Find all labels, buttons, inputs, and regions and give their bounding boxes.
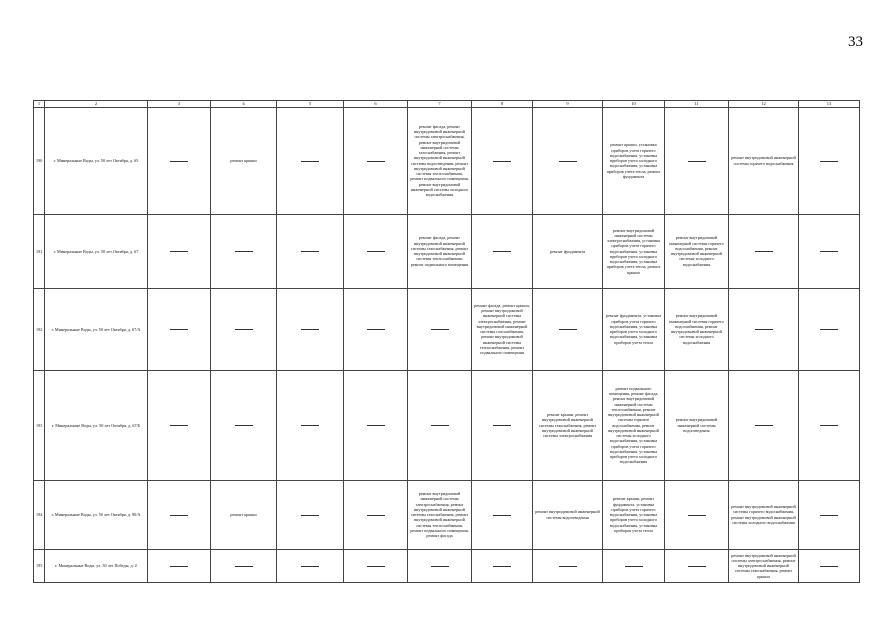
empty-dash <box>493 251 511 252</box>
empty-dash <box>367 425 385 426</box>
work-cell-col8 <box>472 549 533 582</box>
work-cell-col12 <box>729 370 799 480</box>
empty-dash <box>559 566 577 567</box>
header-cell: 3 <box>148 101 211 108</box>
work-cell-col3 <box>148 107 211 214</box>
empty-dash <box>170 329 188 330</box>
work-cell-col4: ремонт крыши <box>211 107 277 214</box>
header-row <box>34 101 860 108</box>
work-cell-col5 <box>277 288 344 370</box>
work-cell-col7: ремонт фасада, ремонт внутридомовой инженерной системы электроснабжения, ремонт внутридомовой инженерной системы газоснабжения, ремонт внутридомовой инженерной системы водоотведения, ремонт внутридомовой инженерной системы теплоснабжения, ремонт подвального помещения, ремонт внутридомовой инженерной системы холодного водоснабжения <box>408 107 472 214</box>
empty-dash <box>755 251 773 252</box>
work-cell-col5 <box>277 107 344 214</box>
address-cell: г. Минеральные Воды, ул. 50 лет Октября, д. 65 <box>45 107 148 214</box>
header-cell: 9 <box>533 101 603 108</box>
work-cell-col10: ремонт крыши, ремонт фундамента, установка приборов учета горячего водоснабжения, установка приборов учета холодного водоснабжения, установка приборов учета тепла <box>603 480 665 549</box>
empty-dash <box>431 329 449 330</box>
table-row <box>34 370 860 480</box>
empty-dash <box>820 329 838 330</box>
work-cell-col11: ремонт внутридомовой инженерной системы водоотведения <box>665 370 729 480</box>
header-cell: 1 <box>34 101 45 108</box>
empty-dash <box>170 425 188 426</box>
empty-dash <box>235 425 253 426</box>
work-cell-col9: ремонт внутридомовой инженерной системы водоотведения <box>533 480 603 549</box>
empty-dash <box>493 566 511 567</box>
work-cell-col9 <box>533 549 603 582</box>
work-cell-col10: ремонт крыши, установка приборов учета горячего водоснабжения, установка приборов учета холодного водоснабжения, установка приборов учета тепла, ремонт фундамента <box>603 107 665 214</box>
empty-dash <box>235 329 253 330</box>
empty-dash <box>170 161 188 162</box>
work-cell-col7 <box>408 549 472 582</box>
table-row <box>34 288 860 370</box>
work-cell-col8 <box>472 107 533 214</box>
table-row <box>34 214 860 288</box>
work-cell-col8 <box>472 480 533 549</box>
work-cell-col8 <box>472 370 533 480</box>
work-cell-col7 <box>408 370 472 480</box>
work-cell-col3 <box>148 288 211 370</box>
row-number-cell: 191 <box>34 214 45 288</box>
work-cell-col4 <box>211 214 277 288</box>
address-cell: г. Минеральные Воды, ул. 50 лет Октября, д. 90/А <box>45 480 148 549</box>
table-row <box>34 549 860 582</box>
work-cell-col3 <box>148 214 211 288</box>
work-cell-col6 <box>344 370 408 480</box>
header-cell: 13 <box>799 101 860 108</box>
work-cell-col11: ремонт внутридомовой инженерной системы горячего водоснабжения, ремонт внутридомовой инженерной системы холодного водоснабжения <box>665 214 729 288</box>
row-number-cell: 194 <box>34 480 45 549</box>
work-cell-col13 <box>799 214 860 288</box>
header-cell: 11 <box>665 101 729 108</box>
work-cell-col9: ремонт фундамента <box>533 214 603 288</box>
work-cell-col8: ремонт фасада, ремонт крыши, ремонт внутридомовой инженерной системы электроснабжения, ремонт внутридомовой инженерной системы газоснабжения, ремонт внутридомовой инженерной системы теплоснабжения, ремонт подвального помещения <box>472 288 533 370</box>
empty-dash <box>170 251 188 252</box>
empty-dash <box>625 566 643 567</box>
work-cell-col11: ремонт внутридомовой инженерной системы горячего водоснабжения, ремонт внутридомовой инженерной системы холодного водоснабжения <box>665 288 729 370</box>
empty-dash <box>755 425 773 426</box>
row-number-cell: 190 <box>34 107 45 214</box>
empty-dash <box>235 566 253 567</box>
work-cell-col13 <box>799 107 860 214</box>
empty-dash <box>493 161 511 162</box>
empty-dash <box>559 329 577 330</box>
work-cell-col10 <box>603 549 665 582</box>
empty-dash <box>820 515 838 516</box>
work-cell-col9 <box>533 107 603 214</box>
work-cell-col6 <box>344 288 408 370</box>
empty-dash <box>301 425 319 426</box>
row-number-cell: 193 <box>34 370 45 480</box>
work-cell-col4 <box>211 370 277 480</box>
header-cell: 6 <box>344 101 408 108</box>
empty-dash <box>235 251 253 252</box>
row-number-cell: 192 <box>34 288 45 370</box>
work-cell-col13 <box>799 370 860 480</box>
header-cell: 4 <box>211 101 277 108</box>
empty-dash <box>820 425 838 426</box>
work-cell-col13 <box>799 480 860 549</box>
header-cell: 12 <box>729 101 799 108</box>
header-cell: 7 <box>408 101 472 108</box>
header-cell: 8 <box>472 101 533 108</box>
empty-dash <box>431 425 449 426</box>
row-number-cell: 195 <box>34 549 45 582</box>
work-cell-col10: ремонт внутридомовой инженерной системы электроснабжения, установка приборов учета горячего водоснабжения, установка приборов учета холодного водоснабжения, установка приборов учета тепла, ремонт крыши <box>603 214 665 288</box>
work-cell-col12: ремонт внутридомовой инженерной системы горячего водоснабжения <box>729 107 799 214</box>
empty-dash <box>367 161 385 162</box>
work-cell-col3 <box>148 370 211 480</box>
empty-dash <box>688 515 706 516</box>
empty-dash <box>367 251 385 252</box>
work-cell-col8 <box>472 214 533 288</box>
empty-dash <box>367 515 385 516</box>
work-cell-col4 <box>211 549 277 582</box>
work-cell-col7: ремонт внутридомовой инженерной системы электроснабжения, ремонт внутридомовой инженерной системы газоснабжения, ремонт внутридомовой инженерной системы теплоснабжения, ремонт подвального помещения, ремонт фасада <box>408 480 472 549</box>
empty-dash <box>367 566 385 567</box>
empty-dash <box>820 161 838 162</box>
empty-dash <box>301 161 319 162</box>
address-cell: г. Минеральные Воды, ул. 50 лет Октября, д. 67 <box>45 214 148 288</box>
work-cell-col10: ремонт фундамента, установка приборов учета горячего водоснабжения, установка приборов учета холодного водоснабжения, установка приборов учета тепла <box>603 288 665 370</box>
empty-dash <box>301 251 319 252</box>
empty-dash <box>301 566 319 567</box>
work-cell-col5 <box>277 370 344 480</box>
work-cell-col11 <box>665 549 729 582</box>
work-cell-col9: ремонт крыши, ремонт внутридомовой инженерной системы газоснабжения, ремонт внутридомовой инженерной системы электроснабжения <box>533 370 603 480</box>
work-cell-col4 <box>211 288 277 370</box>
empty-dash <box>820 566 838 567</box>
work-cell-col12: ремонт внутридомовой инженерной системы электроснабжения, ремонт внутридомовой инженерной системы газоснабжения, ремонт крыши <box>729 549 799 582</box>
work-cell-col12 <box>729 288 799 370</box>
work-cell-col5 <box>277 214 344 288</box>
address-cell: г. Минеральные Воды, ул. 50 лет Октября, д. 67/А <box>45 288 148 370</box>
work-cell-col12: ремонт внутридомовой инженерной системы горячего водоснабжения, ремонт внутридомовой инженерной системы холодного водоснабжения <box>729 480 799 549</box>
empty-dash <box>688 161 706 162</box>
work-cell-col10: ремонт подвального помещения, ремонт фасада, ремонт внутридомовой инженерной системы теплоснабжения, ремонт внутридомовой инженерной системы горячего водоснабжения, ремонт внутридомовой инженерной системы холодного водоснабжения, установка приборов учета горячего водоснабжения, установка приборов учета холодного водоснабжения <box>603 370 665 480</box>
work-cell-col4: ремонт крыши <box>211 480 277 549</box>
empty-dash <box>170 515 188 516</box>
header-cell: 10 <box>603 101 665 108</box>
empty-dash <box>301 329 319 330</box>
work-cell-col5 <box>277 480 344 549</box>
work-cell-col3 <box>148 480 211 549</box>
header-cell: 5 <box>277 101 344 108</box>
page-number: 33 <box>848 34 863 50</box>
empty-dash <box>493 515 511 516</box>
work-cell-col7 <box>408 288 472 370</box>
work-cell-col6 <box>344 549 408 582</box>
work-cell-col9 <box>533 288 603 370</box>
work-cell-col6 <box>344 480 408 549</box>
work-cell-col6 <box>344 214 408 288</box>
table-row <box>34 480 860 549</box>
address-cell: г. Минеральные Воды, ул. 30 лет Победы, д. 2 <box>45 549 148 582</box>
work-cell-col11 <box>665 480 729 549</box>
address-cell: г. Минеральные Воды, ул. 50 лет Октября, д. 67/Б <box>45 370 148 480</box>
empty-dash <box>820 251 838 252</box>
work-cell-col3 <box>148 549 211 582</box>
empty-dash <box>301 515 319 516</box>
empty-dash <box>493 425 511 426</box>
empty-dash <box>755 329 773 330</box>
work-cell-col11 <box>665 107 729 214</box>
work-cell-col13 <box>799 288 860 370</box>
empty-dash <box>367 329 385 330</box>
work-cell-col6 <box>344 107 408 214</box>
work-cell-col12 <box>729 214 799 288</box>
repair-schedule-table <box>33 100 860 583</box>
work-cell-col5 <box>277 549 344 582</box>
header-cell: 2 <box>45 101 148 108</box>
work-cell-col7: ремонт фасада, ремонт внутридомовой инженерной системы газоснабжения, ремонт внутридомовой инженерной системы теплоснабжения, ремонт подвального помещения <box>408 214 472 288</box>
empty-dash <box>688 566 706 567</box>
empty-dash <box>431 566 449 567</box>
empty-dash <box>559 161 577 162</box>
work-cell-col13 <box>799 549 860 582</box>
table-row <box>34 107 860 214</box>
empty-dash <box>170 566 188 567</box>
